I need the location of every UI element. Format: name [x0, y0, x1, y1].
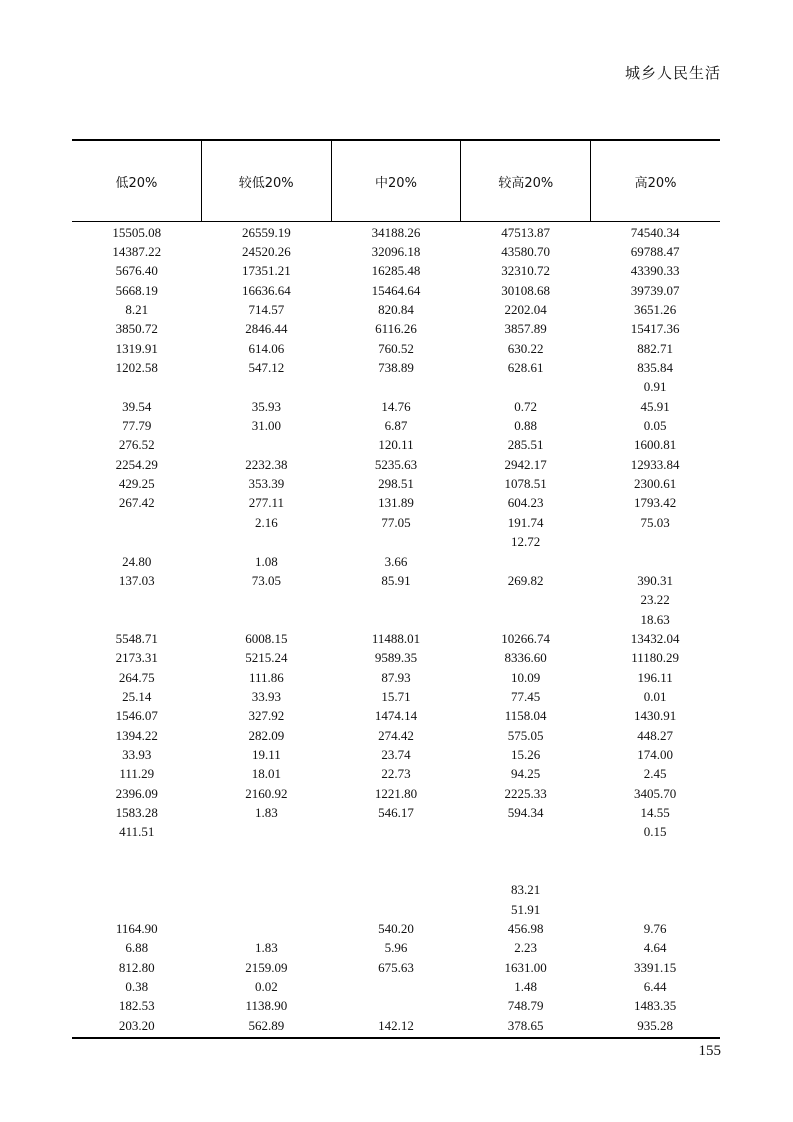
table-row	[72, 687, 720, 706]
table-cell: 191.74	[507, 514, 544, 530]
table-cell: 0.72	[514, 398, 537, 414]
table-row	[72, 629, 720, 648]
table-cell: 448.27	[637, 727, 674, 743]
table-cell: 1483.35	[634, 998, 677, 1014]
table-cell: 835.84	[637, 360, 674, 376]
table-row	[72, 474, 720, 493]
table-row	[72, 533, 720, 552]
table-cell: 3.66	[384, 553, 408, 569]
table-row	[72, 223, 720, 242]
header-lower-20: 较低20%	[201, 141, 331, 221]
table-cell: 3391.15	[634, 959, 677, 975]
table-cell: 285.51	[507, 437, 544, 453]
table-cell: 1.83	[255, 940, 278, 956]
table-cell: 9589.35	[374, 650, 418, 666]
table-row	[72, 997, 720, 1016]
table-cell: 6116.26	[375, 321, 417, 337]
table-cell: 17351.21	[242, 263, 291, 279]
table-cell: 77.45	[510, 688, 541, 704]
table-cell: 73.05	[251, 572, 282, 588]
table-cell: 2.23	[514, 940, 537, 956]
table-cell: 0.01	[643, 688, 667, 704]
table-row	[72, 281, 720, 300]
table-cell: 77.05	[381, 514, 411, 530]
table-cell: 137.03	[118, 572, 155, 588]
table-cell: 264.75	[118, 669, 155, 685]
table-cell: 43390.33	[630, 263, 680, 279]
table-cell: 14387.22	[112, 244, 162, 260]
table-cell: 1138.90	[245, 998, 288, 1014]
table-cell: 1202.58	[115, 360, 158, 376]
table-cell: 23.74	[381, 746, 411, 762]
table-cell: 1319.91	[115, 340, 158, 356]
table-cell: 277.11	[248, 495, 285, 511]
table-cell: 0.15	[643, 824, 667, 840]
table-cell: 3651.26	[634, 302, 677, 318]
table-cell: 614.06	[248, 340, 285, 356]
table-cell: 18.01	[251, 766, 282, 782]
table-cell: 131.89	[378, 495, 414, 511]
table-cell: 267.42	[118, 495, 155, 511]
table-row	[72, 416, 720, 435]
table-cell: 77.79	[122, 418, 152, 434]
table-cell: 45.91	[640, 398, 670, 414]
table-row	[72, 513, 720, 532]
running-head: 城乡人民生活	[624, 64, 721, 82]
table-cell: 0.38	[125, 979, 149, 995]
table-cell: 594.34	[507, 804, 544, 820]
table-cell: 5215.24	[245, 650, 288, 666]
table-cell: 4.64	[643, 940, 667, 956]
table-cell: 327.92	[248, 708, 285, 724]
table-cell: 429.25	[118, 476, 155, 492]
table-row	[72, 552, 720, 571]
table-cell: 5235.63	[374, 456, 418, 472]
table-row	[72, 436, 720, 455]
table-cell: 1546.07	[115, 708, 158, 724]
table-cell: 10266.74	[501, 630, 550, 646]
table-row	[72, 784, 720, 803]
table-cell: 575.05	[507, 727, 544, 743]
table-cell: 628.61	[507, 360, 544, 376]
table-row	[72, 765, 720, 784]
table-cell: 47513.87	[501, 224, 550, 240]
table-cell: 1.08	[255, 553, 278, 569]
table-cell: 8.21	[125, 302, 149, 318]
table-cell: 630.22	[507, 340, 544, 356]
table-cell: 32096.18	[371, 244, 421, 260]
table-cell: 1394.22	[115, 727, 158, 743]
table-row	[72, 262, 720, 281]
table-cell: 6008.15	[245, 630, 288, 646]
header-middle-20: 中20%	[331, 141, 461, 221]
table-cell: 2160.92	[245, 785, 288, 801]
table-row	[72, 919, 720, 938]
table-cell: 6.44	[643, 979, 667, 995]
table-cell: 882.71	[637, 340, 674, 356]
table-cell: 9.76	[643, 921, 667, 937]
table-cell: 5676.40	[115, 263, 158, 279]
table-cell: 16636.64	[242, 282, 291, 298]
table-cell: 6.88	[125, 940, 149, 956]
table-body	[72, 222, 720, 1037]
table-cell: 378.65	[507, 1017, 544, 1033]
table-cell: 33.93	[122, 746, 152, 762]
table-cell: 26559.19	[242, 224, 291, 240]
table-cell: 94.25	[510, 766, 541, 782]
table-cell: 0.91	[643, 379, 667, 395]
table-cell: 935.28	[637, 1017, 674, 1033]
header-low-20: 低20%	[115, 175, 158, 191]
table-cell: 34188.26	[371, 224, 421, 240]
table-cell: 6.87	[384, 418, 408, 434]
table-cell: 812.80	[118, 959, 155, 975]
table-cell: 23.22	[640, 592, 670, 608]
table-cell: 8336.60	[504, 650, 547, 666]
table-cell: 411.51	[119, 824, 155, 840]
table-cell: 547.12	[248, 360, 285, 376]
table-cell: 2173.31	[115, 650, 158, 666]
table-row	[72, 591, 720, 610]
table-cell: 2.16	[255, 514, 278, 530]
table-row	[72, 881, 720, 900]
table-cell: 1631.00	[504, 959, 547, 975]
table-cell: 75.03	[640, 514, 670, 530]
table-cell: 11180.29	[631, 650, 680, 666]
table-cell: 738.89	[378, 360, 414, 376]
table-cell: 2846.44	[245, 321, 288, 337]
table-row	[72, 320, 720, 339]
table-cell: 83.21	[510, 882, 541, 898]
table-cell: 22.73	[381, 766, 411, 782]
table-cell: 18.63	[640, 611, 670, 627]
table-cell: 2300.61	[634, 476, 677, 492]
table-cell: 2202.04	[504, 302, 547, 318]
table-row	[72, 861, 720, 880]
table-cell: 10.09	[510, 669, 541, 685]
table-row	[72, 571, 720, 590]
table-row	[72, 823, 720, 842]
table-row	[72, 958, 720, 977]
table-cell: 1600.81	[634, 437, 677, 453]
table-cell: 274.42	[378, 727, 414, 743]
table-cell: 182.53	[118, 998, 155, 1014]
page-number: 155	[698, 1043, 721, 1059]
table-cell: 282.09	[248, 727, 285, 743]
table-cell: 111.29	[119, 766, 155, 782]
table-cell: 11488.01	[371, 630, 421, 646]
table-cell: 51.91	[510, 901, 541, 917]
table-cell: 714.57	[248, 302, 285, 318]
table-cell: 16285.48	[371, 263, 421, 279]
table-row	[72, 358, 720, 377]
table-cell: 19.11	[252, 746, 281, 762]
table-cell: 3850.72	[115, 321, 158, 337]
table-cell: 2942.17	[504, 456, 547, 472]
table-cell: 33.93	[251, 688, 282, 704]
table-header	[72, 141, 720, 222]
table-row	[72, 803, 720, 822]
table-row	[72, 745, 720, 764]
table-cell: 1164.90	[115, 921, 158, 937]
table-row	[72, 242, 720, 261]
table-cell: 0.88	[514, 418, 537, 434]
table-cell: 85.91	[381, 572, 411, 588]
table-cell: 820.84	[378, 302, 414, 318]
table-cell: 276.52	[118, 437, 155, 453]
table-cell: 3405.70	[634, 785, 677, 801]
table-cell: 1793.42	[634, 495, 677, 511]
table-cell: 456.98	[507, 921, 544, 937]
table-row	[72, 649, 720, 668]
table-cell: 2254.29	[115, 456, 158, 472]
table-cell: 5668.19	[115, 282, 158, 298]
table-cell: 1.48	[514, 979, 537, 995]
table-cell: 0.02	[255, 979, 278, 995]
table-cell: 269.82	[507, 572, 544, 588]
table-cell: 760.52	[378, 340, 414, 356]
table-cell: 120.11	[378, 437, 414, 453]
table-cell: 353.39	[248, 476, 285, 492]
table-cell: 24520.26	[242, 244, 291, 260]
table-cell: 14.55	[640, 804, 670, 820]
table-cell: 604.23	[507, 495, 544, 511]
table-cell: 25.14	[122, 688, 152, 704]
table-cell: 2159.09	[245, 959, 288, 975]
table-row	[72, 300, 720, 319]
table-cell: 74540.34	[630, 224, 680, 240]
table-cell: 675.63	[378, 959, 414, 975]
table-cell: 5548.71	[115, 630, 158, 646]
table-cell: 2225.33	[504, 785, 547, 801]
table-cell: 540.20	[378, 921, 414, 937]
table-cell: 39.54	[122, 398, 152, 414]
table-cell: 2.45	[643, 766, 667, 782]
table-row	[72, 610, 720, 629]
header-higher-20: 较高20%	[460, 141, 590, 221]
table-cell: 31.00	[251, 418, 282, 434]
table-cell: 15464.64	[371, 282, 421, 298]
table-cell: 12.72	[510, 534, 541, 550]
table-cell: 87.93	[381, 669, 411, 685]
table-row	[72, 339, 720, 358]
table-row	[72, 397, 720, 416]
table-cell: 0.05	[643, 418, 667, 434]
table-row	[72, 842, 720, 861]
table-cell: 390.31	[637, 572, 674, 588]
table-cell: 1078.51	[504, 476, 547, 492]
table-cell: 15.26	[510, 746, 541, 762]
table-cell: 39739.07	[630, 282, 680, 298]
table-cell: 142.12	[378, 1017, 414, 1033]
table-row	[72, 939, 720, 958]
table-cell: 5.96	[384, 940, 408, 956]
table-row	[72, 668, 720, 687]
table-row	[72, 977, 720, 996]
table-cell: 2232.38	[245, 456, 288, 472]
header-high-20: 高20%	[590, 141, 720, 221]
table-cell: 1430.91	[634, 708, 677, 724]
table-cell: 30108.68	[501, 282, 550, 298]
table-row	[72, 726, 720, 745]
table-row	[72, 707, 720, 726]
table-cell: 546.17	[378, 804, 414, 820]
table-cell: 69788.47	[630, 244, 680, 260]
table-cell: 32310.72	[501, 263, 550, 279]
table-cell: 35.93	[251, 398, 282, 414]
table-cell: 1221.80	[374, 785, 418, 801]
table-cell: 15.71	[381, 688, 411, 704]
table-cell: 43580.70	[501, 244, 550, 260]
table-row	[72, 1016, 720, 1035]
table-row	[72, 494, 720, 513]
table-cell: 3857.89	[504, 321, 547, 337]
table-cell: 203.20	[118, 1017, 155, 1033]
table-cell: 13432.04	[630, 630, 680, 646]
table-cell: 111.86	[248, 669, 284, 685]
table-cell: 1158.04	[504, 708, 547, 724]
table-cell: 24.80	[122, 553, 152, 569]
table-row	[72, 900, 720, 919]
table-cell: 1474.14	[374, 708, 418, 724]
table-cell: 196.11	[637, 669, 673, 685]
table-cell: 15505.08	[112, 224, 162, 240]
table-cell: 1583.28	[115, 804, 158, 820]
table-cell: 12933.84	[630, 456, 680, 472]
table-cell: 1.83	[255, 804, 278, 820]
table-row	[72, 378, 720, 397]
table-cell: 748.79	[507, 998, 544, 1014]
income-quintile-table	[72, 139, 720, 1039]
table-cell: 298.51	[378, 476, 414, 492]
table-row	[72, 455, 720, 474]
table-cell: 562.89	[248, 1017, 285, 1033]
table-cell: 14.76	[381, 398, 411, 414]
table-cell: 15417.36	[630, 321, 680, 337]
table-cell: 2396.09	[115, 785, 158, 801]
table-cell: 174.00	[637, 746, 674, 762]
